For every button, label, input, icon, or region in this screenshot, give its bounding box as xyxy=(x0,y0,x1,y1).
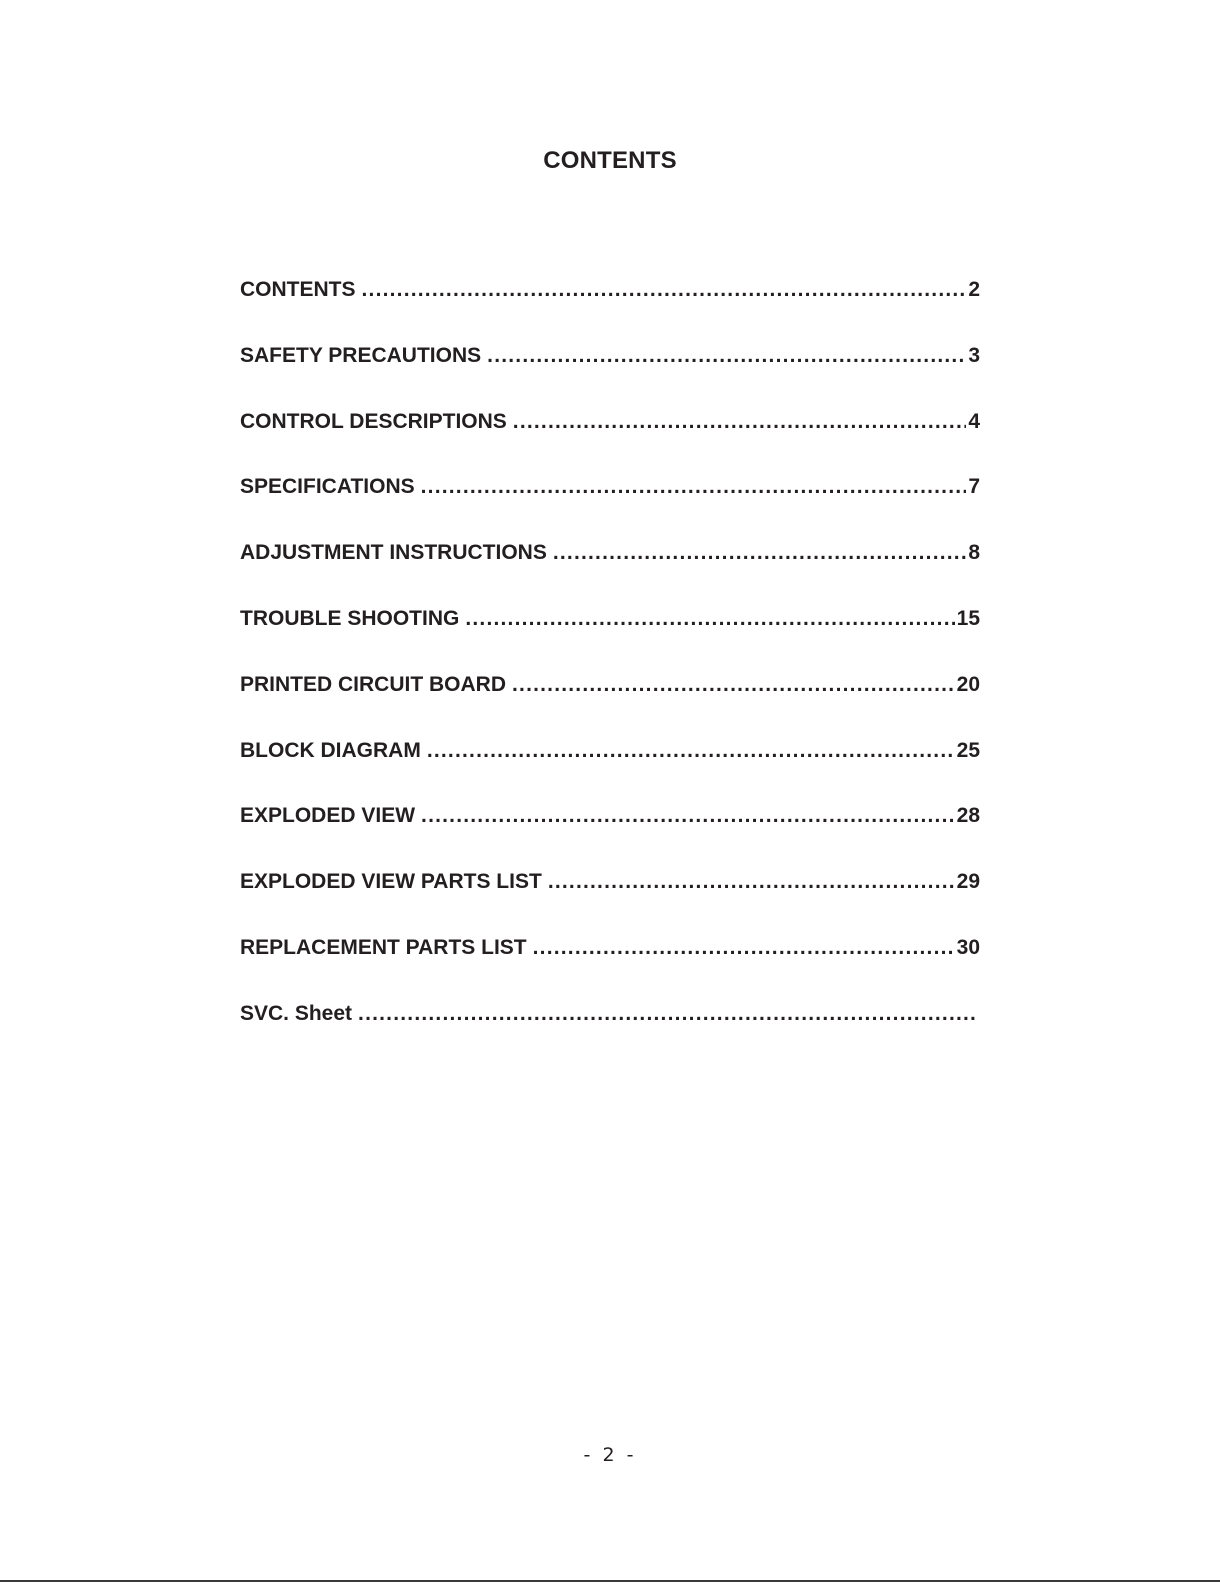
toc-entry-label: BLOCK DIAGRAM xyxy=(240,738,421,762)
toc-entry-label: PRINTED CIRCUIT BOARD xyxy=(240,672,506,696)
toc-entry-label: REPLACEMENT PARTS LIST xyxy=(240,935,527,959)
dot-leader xyxy=(548,870,955,894)
page-number: - 2 - xyxy=(583,1444,637,1466)
page-title: CONTENTS xyxy=(543,147,677,174)
toc-entry-page: 15 xyxy=(956,606,980,630)
toc-entry-exploded-view xyxy=(240,804,980,870)
bottom-rule xyxy=(0,1580,1220,1582)
toc-entry-label: EXPLODED VIEW xyxy=(240,804,416,828)
toc-entry-block-diagram xyxy=(240,739,980,805)
toc-entry-adjustment-instructions xyxy=(240,541,980,607)
toc-entry-control-descriptions xyxy=(240,410,980,476)
table-of-contents xyxy=(240,278,980,1068)
toc-entry-label: ADJUSTMENT INSTRUCTIONS xyxy=(240,541,547,565)
toc-entry-page: 28 xyxy=(956,804,980,828)
toc-entry-label: SAFETY PRECAUTIONS xyxy=(240,343,482,367)
toc-entry-trouble-shooting xyxy=(240,607,980,673)
dot-leader xyxy=(553,541,966,565)
toc-entry-replacement-parts-list xyxy=(240,936,980,1002)
toc-entry-label: SVC. Sheet xyxy=(240,1001,353,1025)
toc-entry-page: 7 xyxy=(968,475,980,499)
dot-leader xyxy=(421,804,955,828)
dot-leader xyxy=(421,475,967,499)
toc-entry-label: CONTROL DESCRIPTIONS xyxy=(240,409,507,433)
dot-leader xyxy=(465,607,954,631)
dot-leader xyxy=(513,410,967,434)
toc-entry-specifications xyxy=(240,475,980,541)
toc-entry-contents xyxy=(240,278,980,344)
toc-entry-label: CONTENTS xyxy=(240,278,356,301)
toc-entry-page: 30 xyxy=(956,935,980,959)
toc-entry-label: TROUBLE SHOOTING xyxy=(240,606,460,630)
toc-entry-page: 25 xyxy=(956,738,980,762)
toc-entry-page: 20 xyxy=(956,672,980,696)
toc-entry-page: 29 xyxy=(956,870,980,894)
toc-entry-page: 4 xyxy=(968,409,980,433)
dot-leader xyxy=(427,739,955,763)
toc-entry-exploded-view-parts-list xyxy=(240,870,980,936)
toc-entry-svc-sheet xyxy=(240,1002,980,1068)
toc-entry-label: EXPLODED VIEW PARTS LIST xyxy=(240,870,542,894)
dot-leader xyxy=(533,936,955,960)
dot-leader xyxy=(487,344,966,368)
toc-entry-printed-circuit-board xyxy=(240,673,980,739)
toc-entry-page: 8 xyxy=(968,541,980,565)
dot-leader xyxy=(512,673,955,697)
toc-entry-label: SPECIFICATIONS xyxy=(240,475,415,499)
toc-entry-page: 3 xyxy=(968,343,980,367)
toc-entry-page: 2 xyxy=(968,278,980,301)
dot-leader xyxy=(362,278,967,302)
dot-leader xyxy=(358,1002,978,1026)
toc-entry-safety-precautions xyxy=(240,344,980,410)
